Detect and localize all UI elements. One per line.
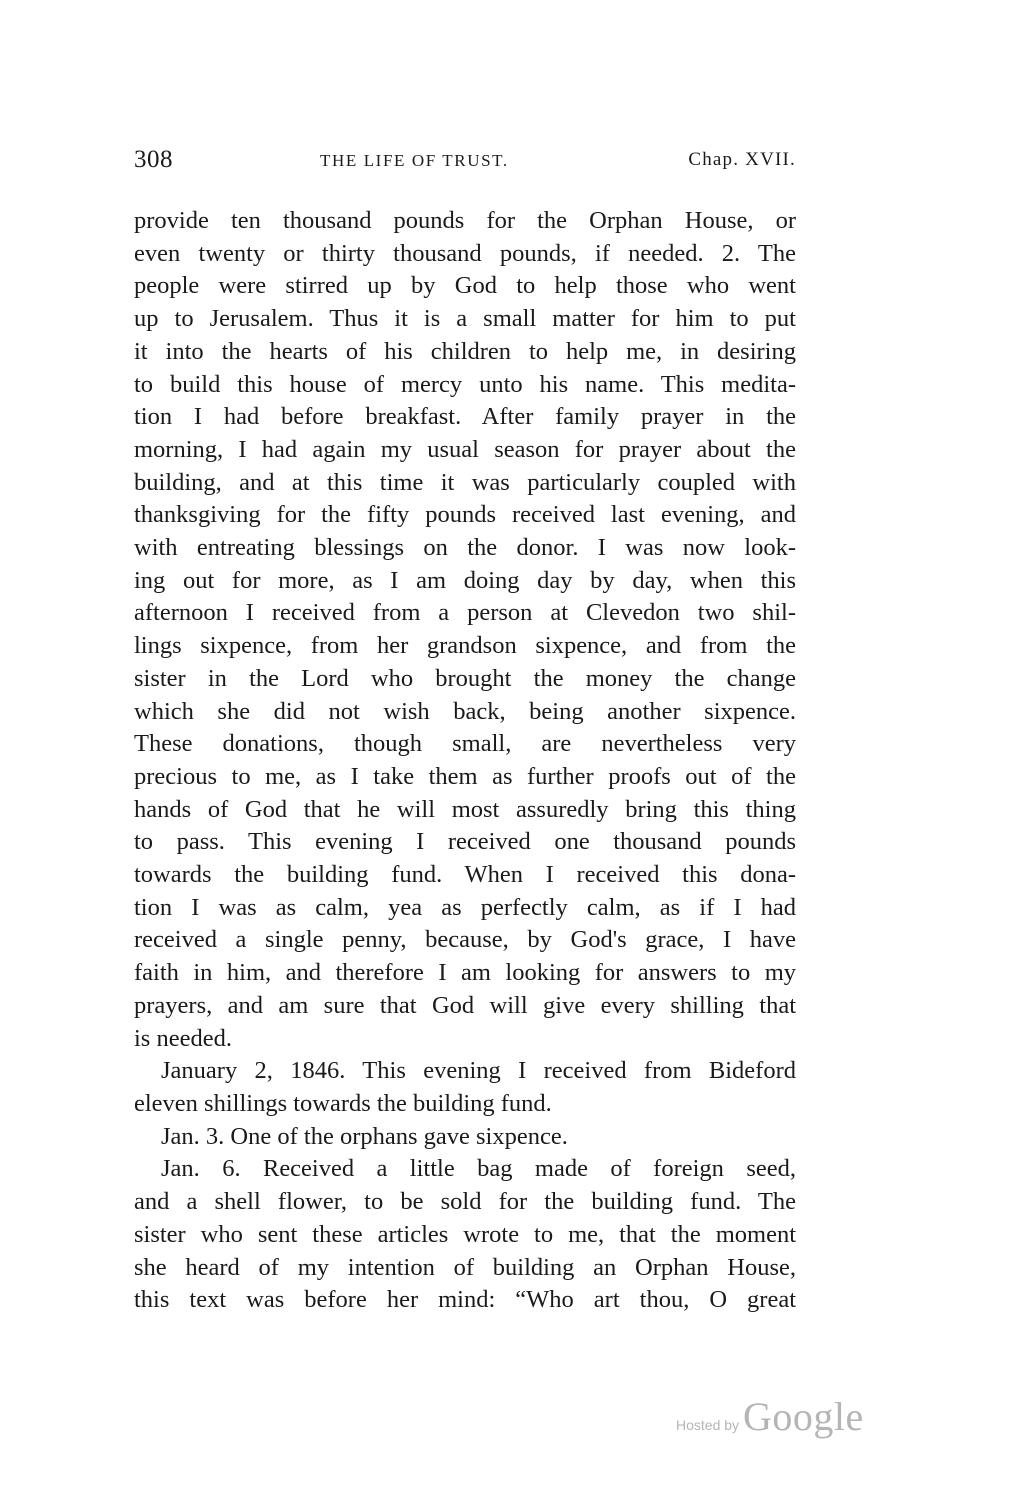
watermark-prefix: Hosted by (676, 1417, 740, 1433)
text-line: building, and at this time it was particularly coupled with (134, 468, 796, 496)
text-line: tion I was as calm, yea as perfectly calm, as if I had (134, 893, 796, 921)
text-line: prayers, and am sure that God will give every shilling that (134, 991, 796, 1019)
text-line: afternoon I received from a person at Clevedon two shil- (134, 599, 796, 627)
text-line: to build this house of mercy unto his name. This medita- (134, 370, 796, 398)
text-line: which she did not wish back, being another sixpence. (134, 697, 796, 725)
text-line: tion I had before breakfast. After family prayer in the (134, 403, 796, 431)
text-line-entry-start: Jan. 6. Received a little bag made of foreign seed, (161, 1155, 796, 1183)
google-logo: Google (743, 1394, 864, 1439)
chapter-reference: Chap. XVII. (688, 149, 796, 170)
text-line: it into the hearts of his children to help me, in desiring (134, 337, 796, 365)
text-line-paragraph-end: eleven shillings towards the building fund. (134, 1089, 552, 1117)
text-line-paragraph-end: is needed. (134, 1024, 232, 1052)
text-line: sister who sent these articles wrote to me, that the moment (134, 1220, 796, 1248)
text-line: people were stirred up by God to help those who went (134, 272, 796, 300)
text-line: and a shell flower, to be sold for the building fund. The (134, 1188, 796, 1216)
text-line: These donations, though small, are nevertheless very (134, 730, 796, 758)
text-line: even twenty or thirty thousand pounds, if needed. 2. The (134, 239, 796, 267)
text-line: faith in him, and therefore I am looking for answers to my (134, 959, 796, 987)
page-header (134, 146, 796, 180)
text-line: thanksgiving for the fifty pounds received last evening, and (134, 501, 796, 529)
text-line-entry-start: Jan. 3. One of the orphans gave sixpence. (161, 1122, 568, 1150)
text-line: received a single penny, because, by God's grace, I have (134, 926, 796, 954)
text-line-entry-start: January 2, 1846. This evening I received from Bideford (161, 1057, 796, 1085)
text-line: towards the building fund. When I received this dona- (134, 861, 796, 889)
page-number: 308 (134, 146, 173, 173)
text-line: morning, I had again my usual season for prayer about the (134, 435, 796, 463)
text-line: ing out for more, as I am doing day by day, when this (134, 566, 796, 594)
hosted-by-google-watermark (676, 1393, 864, 1441)
text-line: with entreating blessings on the donor. I was now look- (134, 534, 796, 562)
text-line: this text was before her mind: “Who art thou, O great (134, 1286, 796, 1314)
text-line: hands of God that he will most assuredly bring this thing (134, 795, 796, 823)
text-line: to pass. This evening I received one thousand pounds (134, 828, 796, 856)
text-line: sister in the Lord who brought the money the change (134, 664, 796, 692)
text-line: lings sixpence, from her grandson sixpence, and from the (134, 632, 796, 660)
text-line: provide ten thousand pounds for the Orphan House, or (134, 207, 796, 234)
text-line: she heard of my intention of building an Orphan House, (134, 1253, 796, 1281)
text-line: up to Jerusalem. Thus it is a small matter for him to put (134, 305, 796, 333)
text-line: precious to me, as I take them as further proofs out of the (134, 762, 796, 790)
running-title: THE LIFE OF TRUST. (320, 151, 509, 170)
body-text (134, 205, 796, 1317)
